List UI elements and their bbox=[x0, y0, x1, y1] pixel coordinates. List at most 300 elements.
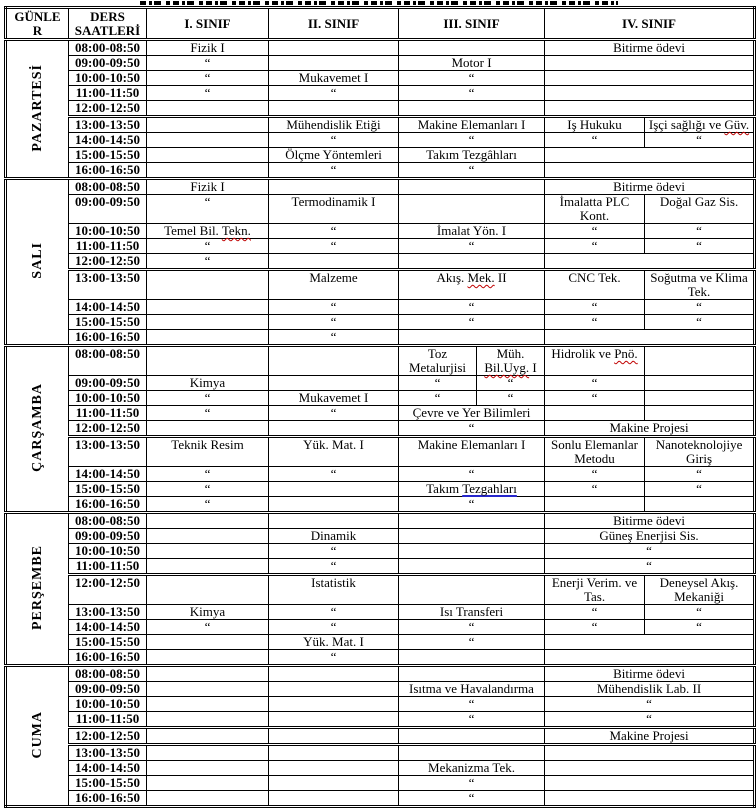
time-slot-cell: 10:00-10:50 bbox=[69, 544, 147, 559]
time-slot-cell: 11:00-11:50 bbox=[69, 239, 147, 254]
time-slot-cell: 10:00-10:50 bbox=[69, 224, 147, 239]
course-cell: Dinamik bbox=[269, 529, 399, 544]
schedule-row bbox=[6, 650, 755, 666]
schedule-row bbox=[6, 133, 755, 148]
empty-cell bbox=[147, 529, 269, 544]
empty-cell bbox=[269, 421, 399, 437]
time-slot-cell: 14:00-14:50 bbox=[69, 761, 147, 776]
course-cell: “ bbox=[545, 620, 645, 635]
schedule-row bbox=[6, 575, 755, 605]
course-cell: “ bbox=[399, 300, 545, 315]
course-cell: “ bbox=[399, 776, 545, 791]
empty-cell bbox=[147, 270, 269, 300]
schedule-row bbox=[6, 513, 755, 529]
empty-cell bbox=[545, 497, 645, 513]
empty-cell bbox=[399, 650, 545, 666]
empty-cell bbox=[645, 346, 755, 376]
course-cell: Yük. Mat. I bbox=[269, 437, 399, 467]
empty-cell bbox=[269, 56, 399, 71]
empty-cell bbox=[399, 529, 545, 544]
course-cell: “ bbox=[545, 376, 645, 391]
course-cell: “ bbox=[645, 300, 755, 315]
empty-cell bbox=[147, 163, 269, 179]
empty-cell bbox=[269, 745, 399, 761]
time-slot-cell: 12:00-12:50 bbox=[69, 728, 147, 745]
course-cell: Müh. Bil.Uyg. I bbox=[477, 346, 545, 376]
course-cell: “ bbox=[545, 712, 755, 728]
empty-cell bbox=[399, 666, 545, 682]
course-cell: Işçi sağlığı ve Güv. bbox=[645, 117, 755, 133]
course-cell: “ bbox=[147, 497, 269, 513]
grammar-underline: Tezgahları bbox=[462, 481, 517, 496]
empty-cell bbox=[545, 101, 755, 117]
empty-cell bbox=[147, 745, 269, 761]
course-cell: “ bbox=[269, 605, 399, 620]
time-slot-cell: 13:00-13:50 bbox=[69, 605, 147, 620]
course-cell: Iş Hukuku bbox=[545, 117, 645, 133]
schedule-row bbox=[6, 254, 755, 270]
course-cell: Fizik I bbox=[147, 179, 269, 195]
empty-cell bbox=[399, 195, 545, 224]
course-cell: “ bbox=[147, 254, 269, 270]
schedule-row bbox=[6, 697, 755, 712]
course-cell: “ bbox=[399, 315, 545, 330]
course-cell: “ bbox=[147, 71, 269, 86]
empty-cell bbox=[147, 513, 269, 529]
empty-cell bbox=[545, 745, 755, 761]
schedule-row bbox=[6, 300, 755, 315]
course-cell: “ bbox=[645, 467, 755, 482]
empty-cell bbox=[147, 300, 269, 315]
time-slot-cell: 12:00-12:50 bbox=[69, 575, 147, 605]
empty-cell bbox=[147, 117, 269, 133]
course-schedule-table bbox=[4, 6, 756, 808]
schedule-row bbox=[6, 330, 755, 346]
schedule-row bbox=[6, 761, 755, 776]
course-cell: Bitirme ödevi bbox=[545, 179, 755, 195]
time-slot-cell: 14:00-14:50 bbox=[69, 620, 147, 635]
schedule-row bbox=[6, 728, 755, 745]
time-slot-cell: 08:00-08:50 bbox=[69, 513, 147, 529]
course-cell: “ bbox=[269, 544, 399, 559]
schedule-body bbox=[6, 40, 755, 807]
empty-cell bbox=[269, 791, 399, 807]
empty-cell bbox=[147, 666, 269, 682]
time-slot-cell: 11:00-11:50 bbox=[69, 406, 147, 421]
empty-cell bbox=[399, 254, 545, 270]
day-label-cell bbox=[6, 179, 69, 346]
course-cell: “ bbox=[147, 391, 269, 406]
schedule-row bbox=[6, 559, 755, 575]
course-cell: Mukavemet I bbox=[269, 391, 399, 406]
course-cell: “ bbox=[399, 497, 545, 513]
course-cell: CNC Tek. bbox=[545, 270, 645, 300]
empty-cell bbox=[147, 133, 269, 148]
day-label: PAZARTESİ bbox=[29, 63, 45, 152]
course-cell: “ bbox=[545, 133, 645, 148]
course-cell: Kimya bbox=[147, 376, 269, 391]
empty-cell bbox=[269, 179, 399, 195]
time-slot-cell: 10:00-10:50 bbox=[69, 697, 147, 712]
schedule-row bbox=[6, 467, 755, 482]
course-cell: “ bbox=[269, 330, 399, 346]
course-cell: “ bbox=[545, 239, 645, 254]
course-cell: Motor I bbox=[399, 56, 545, 71]
schedule-row bbox=[6, 712, 755, 728]
course-cell: “ bbox=[545, 391, 645, 406]
empty-cell bbox=[399, 40, 545, 56]
time-slot-cell: 16:00-16:50 bbox=[69, 791, 147, 807]
empty-cell bbox=[399, 745, 545, 761]
header-row bbox=[6, 8, 755, 40]
course-cell: “ bbox=[645, 239, 755, 254]
course-cell: “ bbox=[399, 467, 545, 482]
course-cell: Doğal Gaz Sis. bbox=[645, 195, 755, 224]
column-header: IV. SINIF bbox=[545, 8, 755, 40]
schedule-row bbox=[6, 315, 755, 330]
time-slot-cell: 09:00-09:50 bbox=[69, 195, 147, 224]
time-slot-cell: 14:00-14:50 bbox=[69, 467, 147, 482]
schedule-row bbox=[6, 437, 755, 467]
day-label-cell bbox=[6, 513, 69, 666]
empty-cell bbox=[545, 761, 755, 776]
time-slot-cell: 08:00-08:50 bbox=[69, 346, 147, 376]
schedule-row bbox=[6, 544, 755, 559]
course-cell: “ bbox=[645, 315, 755, 330]
course-cell: “ bbox=[645, 482, 755, 497]
course-cell: “ bbox=[545, 605, 645, 620]
time-slot-cell: 09:00-09:50 bbox=[69, 682, 147, 697]
column-header: III. SINIF bbox=[399, 8, 545, 40]
course-cell: “ bbox=[147, 56, 269, 71]
course-cell: “ bbox=[147, 195, 269, 224]
course-cell: “ bbox=[399, 697, 545, 712]
schedule-row bbox=[6, 40, 755, 56]
course-cell: “ bbox=[399, 133, 545, 148]
schedule-row bbox=[6, 224, 755, 239]
empty-cell bbox=[269, 728, 399, 745]
empty-cell bbox=[399, 575, 545, 605]
course-cell: Nanoteknolojiye Giriş bbox=[645, 437, 755, 467]
empty-cell bbox=[269, 712, 399, 728]
day-label-cell bbox=[6, 346, 69, 513]
course-cell: Isıtma ve Havalandırma bbox=[399, 682, 545, 697]
course-cell: “ bbox=[147, 239, 269, 254]
schedule-row bbox=[6, 776, 755, 791]
schedule-row bbox=[6, 71, 755, 86]
course-cell: “ bbox=[399, 791, 545, 807]
time-slot-cell: 12:00-12:50 bbox=[69, 101, 147, 117]
course-cell: Bitirme ödevi bbox=[545, 40, 755, 56]
course-cell: “ bbox=[545, 224, 645, 239]
spellcheck-underline: Tekn. bbox=[221, 223, 251, 238]
course-cell: “ bbox=[269, 559, 399, 575]
time-slot-cell: 15:00-15:50 bbox=[69, 148, 147, 163]
time-slot-cell: 13:00-13:50 bbox=[69, 745, 147, 761]
schedule-row bbox=[6, 346, 755, 376]
course-cell: “ bbox=[269, 300, 399, 315]
course-cell: “ bbox=[399, 421, 545, 437]
empty-cell bbox=[147, 712, 269, 728]
course-cell: “ bbox=[545, 300, 645, 315]
time-slot-cell: 13:00-13:50 bbox=[69, 437, 147, 467]
empty-cell bbox=[147, 776, 269, 791]
day-label: SALI bbox=[29, 242, 45, 279]
course-cell: Mukavemet I bbox=[269, 71, 399, 86]
schedule-row bbox=[6, 620, 755, 635]
schedule-row bbox=[6, 497, 755, 513]
schedule-header bbox=[6, 8, 755, 40]
empty-cell bbox=[399, 179, 545, 195]
time-slot-cell: 08:00-08:50 bbox=[69, 179, 147, 195]
course-cell: “ bbox=[645, 133, 755, 148]
empty-cell bbox=[269, 497, 399, 513]
course-cell: “ bbox=[477, 391, 545, 406]
schedule-row bbox=[6, 529, 755, 544]
empty-cell bbox=[645, 406, 755, 421]
schedule-row bbox=[6, 239, 755, 254]
empty-cell bbox=[399, 101, 545, 117]
course-cell: “ bbox=[399, 620, 545, 635]
schedule-row bbox=[6, 270, 755, 300]
course-cell: Bitirme ödevi bbox=[545, 513, 755, 529]
clipped-page-title bbox=[140, 1, 618, 5]
schedule-row bbox=[6, 421, 755, 437]
empty-cell bbox=[545, 71, 755, 86]
schedule-row bbox=[6, 101, 755, 117]
course-cell: “ bbox=[399, 712, 545, 728]
course-cell: Termodinamik I bbox=[269, 195, 399, 224]
empty-cell bbox=[545, 330, 755, 346]
empty-cell bbox=[645, 376, 755, 391]
empty-cell bbox=[269, 513, 399, 529]
course-cell: “ bbox=[269, 163, 399, 179]
empty-cell bbox=[545, 86, 755, 101]
course-cell: Isı Transferi bbox=[399, 605, 545, 620]
schedule-row bbox=[6, 86, 755, 101]
course-cell: “ bbox=[645, 224, 755, 239]
schedule-row bbox=[6, 605, 755, 620]
course-cell: Yük. Mat. I bbox=[269, 635, 399, 650]
empty-cell bbox=[147, 635, 269, 650]
time-slot-cell: 12:00-12:50 bbox=[69, 254, 147, 270]
spellcheck-underline: Mek. bbox=[467, 270, 495, 285]
course-cell: Istatistik bbox=[269, 575, 399, 605]
schedule-row bbox=[6, 391, 755, 406]
course-cell: Makine Projesi bbox=[545, 728, 755, 745]
course-cell: “ bbox=[477, 376, 545, 391]
day-label: CUMA bbox=[29, 710, 45, 759]
schedule-row bbox=[6, 791, 755, 807]
time-slot-cell: 11:00-11:50 bbox=[69, 712, 147, 728]
schedule-row bbox=[6, 635, 755, 650]
empty-cell bbox=[269, 666, 399, 682]
empty-cell bbox=[269, 40, 399, 56]
schedule-row bbox=[6, 406, 755, 421]
course-cell: “ bbox=[399, 635, 545, 650]
course-cell: Güneş Enerjisi Sis. bbox=[545, 529, 755, 544]
time-slot-cell: 08:00-08:50 bbox=[69, 666, 147, 682]
course-cell: “ bbox=[269, 133, 399, 148]
time-slot-cell: 14:00-14:50 bbox=[69, 300, 147, 315]
time-slot-cell: 08:00-08:50 bbox=[69, 40, 147, 56]
course-cell: “ bbox=[147, 620, 269, 635]
course-cell: “ bbox=[645, 605, 755, 620]
course-cell: Ölçme Yöntemleri bbox=[269, 148, 399, 163]
course-cell: Takım Tezgahları bbox=[399, 482, 545, 497]
course-cell: Sonlu Elemanlar Metodu bbox=[545, 437, 645, 467]
empty-cell bbox=[269, 346, 399, 376]
day-label-cell bbox=[6, 666, 69, 807]
empty-cell bbox=[545, 650, 755, 666]
empty-cell bbox=[269, 697, 399, 712]
course-cell: Soğutma ve Klima Tek. bbox=[645, 270, 755, 300]
course-cell: “ bbox=[399, 86, 545, 101]
empty-cell bbox=[545, 56, 755, 71]
time-slot-cell: 15:00-15:50 bbox=[69, 776, 147, 791]
empty-cell bbox=[399, 513, 545, 529]
course-cell: Fizik I bbox=[147, 40, 269, 56]
course-cell: “ bbox=[269, 406, 399, 421]
day-label: ÇARŞAMBA bbox=[29, 383, 45, 472]
course-cell: “ bbox=[147, 482, 269, 497]
course-cell: Enerji Verim. ve Tas. bbox=[545, 575, 645, 605]
course-cell: “ bbox=[545, 467, 645, 482]
empty-cell bbox=[399, 330, 545, 346]
course-cell: “ bbox=[399, 376, 477, 391]
spellcheck-underline: Bil.Uyg. bbox=[484, 360, 530, 375]
course-cell: “ bbox=[269, 315, 399, 330]
column-header: I. SINIF bbox=[147, 8, 269, 40]
empty-cell bbox=[147, 101, 269, 117]
schedule-row bbox=[6, 482, 755, 497]
course-cell: “ bbox=[269, 650, 399, 666]
schedule-row bbox=[6, 745, 755, 761]
column-header: DERS SAATLERİ bbox=[69, 8, 147, 40]
course-cell: “ bbox=[399, 163, 545, 179]
empty-cell bbox=[147, 697, 269, 712]
empty-cell bbox=[645, 391, 755, 406]
course-cell: Toz Metalurjisi bbox=[399, 346, 477, 376]
time-slot-cell: 14:00-14:50 bbox=[69, 133, 147, 148]
course-cell: Deneysel Akış. Mekaniği bbox=[645, 575, 755, 605]
empty-cell bbox=[147, 148, 269, 163]
time-slot-cell: 13:00-13:50 bbox=[69, 270, 147, 300]
course-cell: “ bbox=[545, 544, 755, 559]
course-cell: “ bbox=[545, 315, 645, 330]
time-slot-cell: 10:00-10:50 bbox=[69, 71, 147, 86]
course-cell: “ bbox=[147, 406, 269, 421]
day-label: PERŞEMBE bbox=[29, 544, 45, 630]
course-cell: “ bbox=[399, 391, 477, 406]
schedule-row bbox=[6, 163, 755, 179]
day-label-cell bbox=[6, 40, 69, 179]
course-cell: “ bbox=[645, 620, 755, 635]
empty-cell bbox=[545, 163, 755, 179]
course-cell: “ bbox=[545, 482, 645, 497]
course-cell: “ bbox=[147, 86, 269, 101]
empty-cell bbox=[147, 346, 269, 376]
schedule-row bbox=[6, 682, 755, 697]
course-cell: “ bbox=[399, 239, 545, 254]
empty-cell bbox=[645, 497, 755, 513]
schedule-row bbox=[6, 56, 755, 71]
course-cell: “ bbox=[269, 239, 399, 254]
course-cell: Mühendislik Lab. II bbox=[545, 682, 755, 697]
empty-cell bbox=[147, 791, 269, 807]
empty-cell bbox=[545, 254, 755, 270]
empty-cell bbox=[269, 482, 399, 497]
time-slot-cell: 12:00-12:50 bbox=[69, 421, 147, 437]
course-cell: “ bbox=[399, 71, 545, 86]
spellcheck-underline: Güv. bbox=[724, 117, 750, 132]
course-cell: Bitirme ödevi bbox=[545, 666, 755, 682]
empty-cell bbox=[147, 682, 269, 697]
time-slot-cell: 13:00-13:50 bbox=[69, 117, 147, 133]
empty-cell bbox=[545, 148, 755, 163]
empty-cell bbox=[269, 682, 399, 697]
course-cell: “ bbox=[269, 467, 399, 482]
empty-cell bbox=[399, 728, 545, 745]
column-header-label: GÜNLER bbox=[14, 8, 61, 38]
empty-cell bbox=[545, 791, 755, 807]
course-cell: İmalat Yön. I bbox=[399, 224, 545, 239]
empty-cell bbox=[269, 376, 399, 391]
empty-cell bbox=[147, 761, 269, 776]
course-cell: Mühendislik Etiği bbox=[269, 117, 399, 133]
schedule-row bbox=[6, 179, 755, 195]
empty-cell bbox=[399, 544, 545, 559]
empty-cell bbox=[269, 101, 399, 117]
empty-cell bbox=[269, 254, 399, 270]
column-header bbox=[6, 8, 69, 40]
spellcheck-underline: Pnö. bbox=[614, 346, 638, 361]
empty-cell bbox=[399, 559, 545, 575]
course-cell: Teknik Resim bbox=[147, 437, 269, 467]
time-slot-cell: 16:00-16:50 bbox=[69, 650, 147, 666]
empty-cell bbox=[147, 544, 269, 559]
course-cell: “ bbox=[545, 697, 755, 712]
course-cell: Hidrolik ve Pnö. bbox=[545, 346, 645, 376]
course-cell: Malzeme bbox=[269, 270, 399, 300]
course-cell: Makine Elemanları I bbox=[399, 437, 545, 467]
schedule-row bbox=[6, 376, 755, 391]
schedule-row bbox=[6, 195, 755, 224]
time-slot-cell: 09:00-09:50 bbox=[69, 529, 147, 544]
time-slot-cell: 10:00-10:50 bbox=[69, 391, 147, 406]
time-slot-cell: 16:00-16:50 bbox=[69, 163, 147, 179]
empty-cell bbox=[147, 728, 269, 745]
course-cell: Akış. Mek. II bbox=[399, 270, 545, 300]
time-slot-cell: 11:00-11:50 bbox=[69, 86, 147, 101]
empty-cell bbox=[545, 406, 645, 421]
course-cell: “ bbox=[147, 467, 269, 482]
empty-cell bbox=[147, 421, 269, 437]
course-cell: “ bbox=[545, 559, 755, 575]
empty-cell bbox=[147, 559, 269, 575]
course-cell: Mekanizma Tek. bbox=[399, 761, 545, 776]
column-header: II. SINIF bbox=[269, 8, 399, 40]
time-slot-cell: 16:00-16:50 bbox=[69, 497, 147, 513]
time-slot-cell: 09:00-09:50 bbox=[69, 376, 147, 391]
empty-cell bbox=[147, 315, 269, 330]
empty-cell bbox=[269, 776, 399, 791]
course-cell: “ bbox=[269, 86, 399, 101]
time-slot-cell: 15:00-15:50 bbox=[69, 315, 147, 330]
course-cell: Çevre ve Yer Bilimleri bbox=[399, 406, 545, 421]
course-cell: Makine Elemanları I bbox=[399, 117, 545, 133]
empty-cell bbox=[545, 635, 755, 650]
